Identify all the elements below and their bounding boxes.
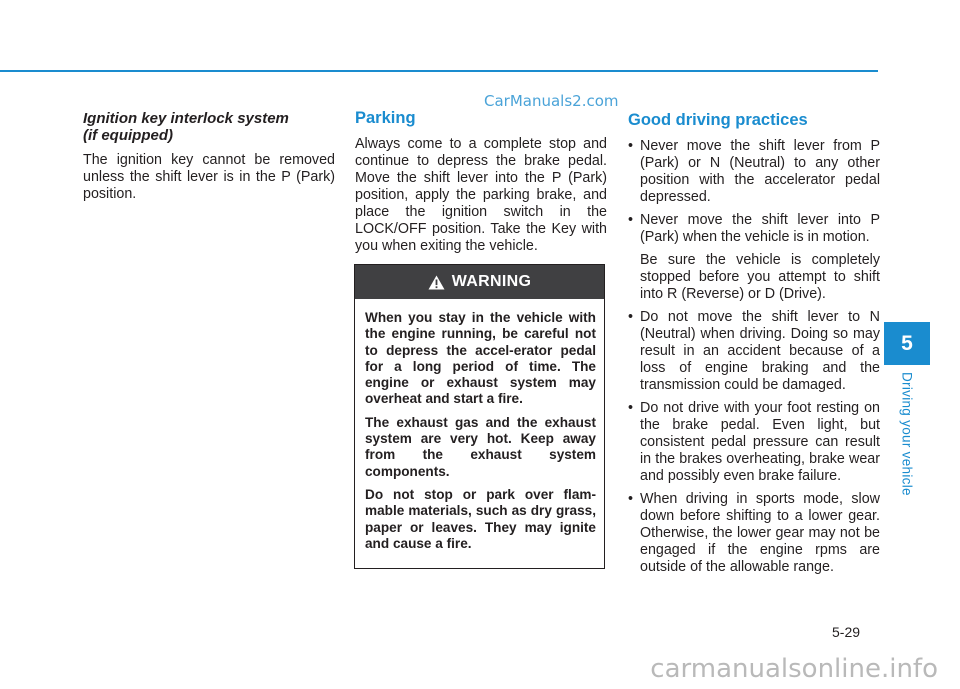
header-rule <box>0 70 878 72</box>
warning-triangle-icon <box>428 275 445 290</box>
list-item <box>628 400 880 485</box>
subhead-ignition-interlock <box>83 110 335 144</box>
warning-box <box>354 264 605 569</box>
list-item-text: Do not move the shift lever to N (Neutral) when driving. Doing so may result in an accident because of a loss of engine braking and the transmission could be damaged. <box>640 309 880 393</box>
bullet-icon: • <box>628 491 634 507</box>
heading-good-driving: Good driving practices <box>628 111 808 129</box>
column-good-driving <box>628 110 880 582</box>
list-item <box>628 491 880 576</box>
warning-paragraph: When you stay in the vehicle with the engine running, be careful not to depress the accel-erator pedal for a long period of time. The engine or exhaust system may overheat and start a fire. <box>365 310 596 407</box>
warning-title: WARNING <box>451 273 532 290</box>
list-item-text: Never move the shift lever into P (Park) when the vehicle is in motion. <box>640 212 880 245</box>
list-item-note: Be sure the vehicle is completely stopped before you attempt to shift into R (Reverse) or D (Drive). <box>640 252 880 302</box>
interlock-body: The ignition key cannot be removed unless the shift lever is in the P (Park) position. <box>83 152 335 202</box>
driving-practices-list <box>628 138 880 576</box>
bullet-icon: • <box>628 400 634 416</box>
chapter-title: Driving your vehicle <box>899 372 915 496</box>
list-item <box>628 138 880 206</box>
subhead-line-1: Ignition key interlock system <box>83 110 289 127</box>
column-parking <box>355 110 607 255</box>
list-item-text: Never move the shift lever from P (Park) or N (Neutral) to any other position with the accelerator pedal depressed. <box>640 138 880 205</box>
watermark-top[interactable]: CarManuals2.com <box>484 92 619 110</box>
watermark-bottom[interactable]: carmanualsonline.info <box>650 654 938 684</box>
page-number: 5-29 <box>832 624 861 640</box>
chapter-side-label <box>893 372 921 502</box>
warning-paragraph: The exhaust gas and the exhaust system are very hot. Keep away from the exhaust system components. <box>365 414 596 479</box>
list-item <box>628 212 880 303</box>
column-ignition-interlock <box>83 110 335 203</box>
chapter-tab: 5 <box>884 322 930 365</box>
list-item-text: Do not drive with your foot resting on the brake pedal. Even light, but consistent pedal pressure can result in the brakes overheating, brake wear and possibly even brake failure. <box>640 400 880 484</box>
parking-body: Always come to a complete stop and continue to depress the brake pedal. Move the shift lever into the P (Park) position, apply the parking brake, and place the ignition switch in the LOCK/OFF position. Take the Key with you when exiting the vehicle. <box>355 136 607 254</box>
list-item <box>628 309 880 394</box>
list-item-text: When driving in sports mode, slow down before shifting to a lower gear. Otherwise, the lower gear may not be engaged if the engine rpms are outside of the allowable range. <box>640 491 880 575</box>
bullet-icon: • <box>628 309 634 325</box>
bullet-icon: • <box>628 212 634 228</box>
heading-parking: Parking <box>355 109 416 127</box>
warning-body <box>355 299 604 552</box>
warning-paragraph: Do not stop or park over flam-mable materials, such as dry grass, paper or leaves. They may ignite and cause a fire. <box>365 486 596 551</box>
warning-header <box>355 265 604 299</box>
subhead-line-2: (if equipped) <box>83 127 173 144</box>
bullet-icon: • <box>628 138 634 154</box>
